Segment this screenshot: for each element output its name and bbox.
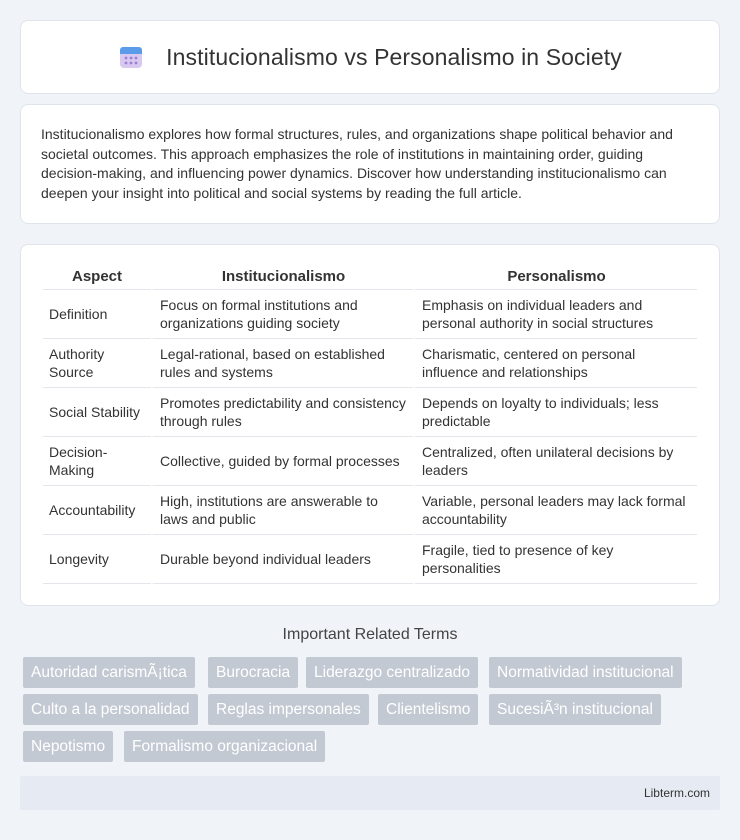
cell-institucionalismo: High, institutions are answerable to laws and public: [151, 486, 413, 535]
term-tag[interactable]: Autoridad carismÃ¡tica: [23, 657, 195, 688]
header-institucionalismo: Institucionalismo: [151, 263, 413, 290]
table-row: [43, 339, 697, 388]
term-tag[interactable]: SucesiÃ³n institucional: [489, 694, 661, 725]
cell-institucionalismo: Focus on formal institutions and organizations guiding society: [151, 290, 413, 339]
table-row: [43, 388, 697, 437]
footer-site-link[interactable]: Libterm.com: [643, 786, 710, 800]
cell-aspect: Decision-Making: [43, 437, 151, 486]
cell-institucionalismo: Collective, guided by formal processes: [151, 437, 413, 486]
cell-aspect: Accountability: [43, 486, 151, 535]
cell-aspect: Social Stability: [43, 388, 151, 437]
header-personalismo: Personalismo: [413, 263, 697, 290]
cell-institucionalismo: Promotes predictability and consistency through rules: [151, 388, 413, 437]
cell-personalismo: Emphasis on individual leaders and personal authority in social structures: [413, 290, 697, 339]
term-tag[interactable]: Liderazgo centralizado: [306, 657, 478, 688]
cell-institucionalismo: Durable beyond individual leaders: [151, 535, 413, 584]
cell-personalismo: Fragile, tied to presence of key personalities: [413, 535, 697, 584]
cell-personalismo: Centralized, often unilateral decisions by leaders: [413, 437, 697, 486]
cell-aspect: Definition: [43, 290, 151, 339]
comparison-card: [20, 244, 720, 606]
table-row: [43, 486, 697, 535]
comparison-table: [43, 263, 697, 584]
term-tag[interactable]: Clientelismo: [378, 694, 478, 725]
cell-institucionalismo: Legal-rational, based on established rules and systems: [151, 339, 413, 388]
table-row: [43, 437, 697, 486]
table-row: [43, 535, 697, 584]
cell-personalismo: Charismatic, centered on personal influence and relationships: [413, 339, 697, 388]
page-title: Institucionalismo vs Personalismo in Society: [166, 43, 622, 70]
cell-personalismo: Depends on loyalty to individuals; less predictable: [413, 388, 697, 437]
term-tag[interactable]: Formalismo organizacional: [124, 731, 325, 762]
term-tag[interactable]: Nepotismo: [23, 731, 113, 762]
term-tag[interactable]: Reglas impersonales: [208, 694, 369, 725]
intro-text: Institucionalismo explores how formal structures, rules, and organizations shape political behavior and societal outcomes. This approach emphasizes the role of institutions in maintaining order, guiding decision-making, and influencing power dynamics. Discover how understanding institucionalismo can deepen your insight into political and social systems by reading the full article.: [41, 126, 673, 201]
related-terms-heading: Important Related Terms: [282, 626, 458, 643]
intro-card: [20, 104, 720, 224]
term-tag[interactable]: Burocracia: [208, 657, 298, 688]
footer: [20, 776, 720, 810]
cell-personalismo: Variable, personal leaders may lack formal accountability: [413, 486, 697, 535]
term-tag[interactable]: Normatividad institucional: [489, 657, 682, 688]
table-header-row: [43, 263, 697, 290]
cell-aspect: Longevity: [43, 535, 151, 584]
header-aspect: Aspect: [43, 263, 151, 290]
calendar-icon: [118, 44, 144, 70]
term-tag[interactable]: Culto a la personalidad: [23, 694, 198, 725]
table-row: [43, 290, 697, 339]
cell-aspect: Authority Source: [43, 339, 151, 388]
header-card: [20, 20, 720, 94]
